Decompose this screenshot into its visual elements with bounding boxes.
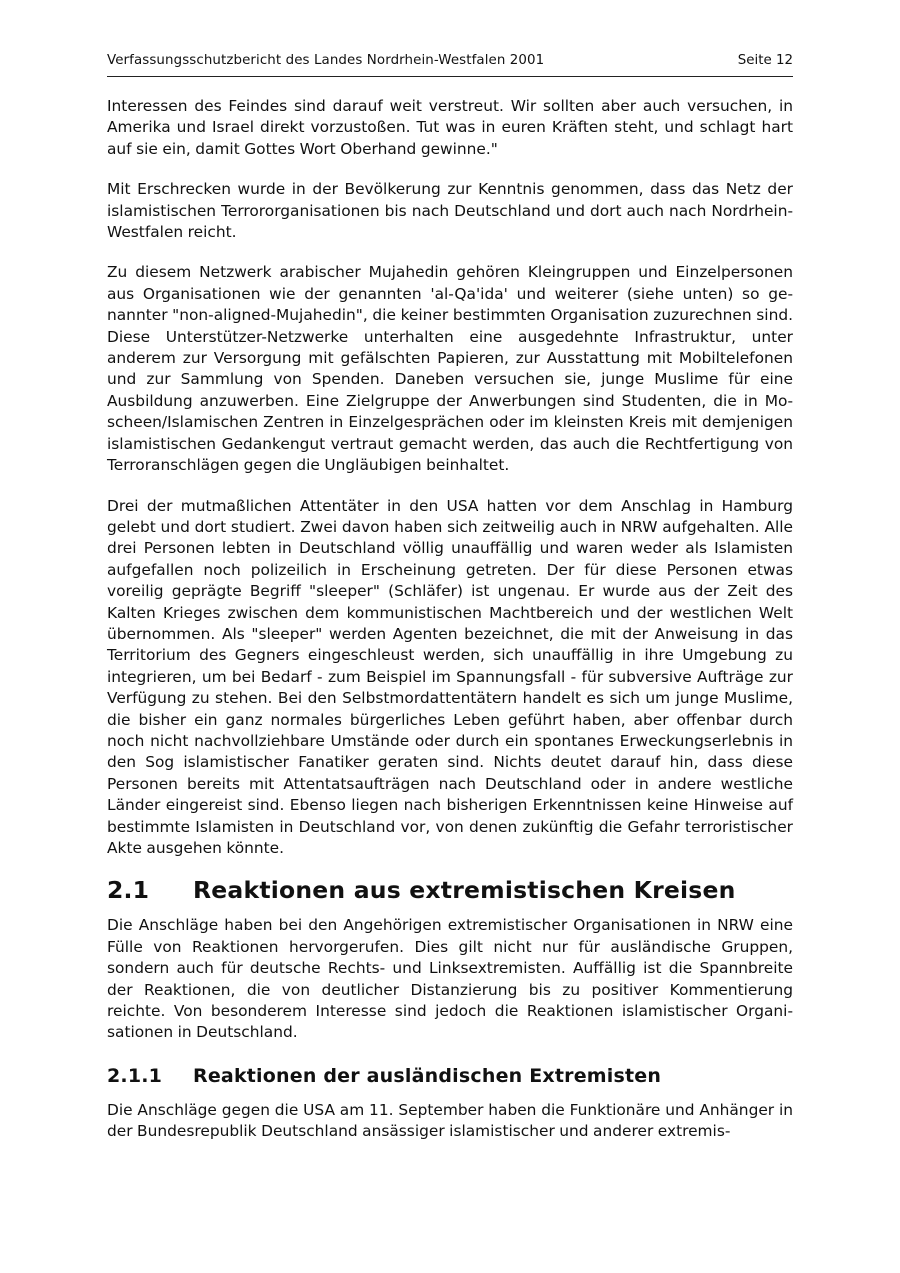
paragraph: Die Anschläge haben bei den Angehörigen extremistischer Organisationen in NRW eine Fülle von Reaktionen hervorgerufen. Dies gilt nicht nur für ausländische Gruppen, sondern auch für deutsche Rechts- und Linksextremisten. Auffällig ist die Spannbreite der Reaktionen, die von deutlicher Distanzierung bis zu positiver Kommentierung reichte. Von besonderem Interesse sind jedoch die Reaktionen islamistischer Organisationen in Deutschland. — [107, 916, 793, 1042]
paragraph: Zu diesem Netzwerk arabischer Mujahedin gehören Kleingruppen und Einzelpersonen aus Organisationen wie der genannten 'al-Qa'ida' und weiterer (siehe unten) so genannter "non-aligned-Mujahedin", die keiner bestimmten Organisation zuzurechnen sind. Diese Unterstützer-Netzwerke unterhalten eine ausgedehnte Infrastruktur, unter anderem zur Versorgung mit gefälschten Papieren, zur Ausstattung mit Mobiltelefonen und zur Sammlung von Spenden. Daneben versuchen sie, junge Muslime für eine Ausbildung anzuwerben. Eine Zielgruppe der Anwerbungen sind Studenten, die in Moscheen/Islamischen Zentren in Einzelgesprächen oder im kleinsten Kreis mit demjenigen islamistischen Gedankengut vertraut gemacht werden, das auch die Rechtfertigung von Terroranschlägen gegen die Ungläubigen beinhaltet. — [107, 263, 793, 475]
document-title: Verfassungsschutzbericht des Landes Nordrhein-Westfalen 2001 — [107, 53, 545, 68]
paragraph: Interessen des Feindes sind darauf weit verstreut. Wir sollten aber auch versuchen, in Amerika und Israel direkt vorzustoßen. Tut was in euren Kräften steht, und schlagt hart auf sie ein, damit Gottes Wort Oberhand gewinne." — [107, 97, 793, 158]
page-number: Seite 12 — [737, 53, 793, 68]
paragraph: Mit Erschrecken wurde in der Bevölkerung zur Kenntnis genommen, dass das Netz der islamistischen Terrororganisationen bis nach Deutschland und dort auch nach Nordrhein-Westfalen reicht. — [107, 180, 793, 242]
paragraph: Die Anschläge gegen die USA am 11. September haben die Funktionäre und Anhänger in der Bundesrepublik Deutschland ansässiger islamistischer und anderer extremis- — [107, 1100, 793, 1141]
subsection-heading — [107, 1062, 793, 1090]
section-title: Reaktionen aus extremistischen Kreisen — [193, 876, 736, 905]
page-header — [107, 50, 793, 77]
subsection-title: Reaktionen der ausländischen Extremisten — [193, 1064, 662, 1087]
section-heading — [107, 875, 793, 905]
paragraph: Drei der mutmaßlichen Attentäter in den USA hatten vor dem Anschlag in Hamburg gelebt und dort studiert. Zwei davon haben sich zeitweilig auch in NRW aufgehalten. Alle drei Personen lebten in Deutschland völlig unauffällig und waren weder als Islamisten aufgefallen noch polizeilich in Erscheinung getreten. Der für diese Personen etwas voreilig geprägte Begriff "sleeper" (Schläfer) ist ungenau. Er wurde aus der Zeit des Kalten Krieges zwischen dem kommunistischen Machtbereich und der westlichen Welt übernommen. Als "sleeper" werden Agenten bezeichnet, die mit der Anweisung in das Territorium des Gegners eingeschleust werden, sich unauffällig in ihre Umgebung zu integrieren, um bei Bedarf - zum Beispiel im Spannungsfall - für subversive Aufträge zur Verfügung zu stehen. Bei den Selbstmordattentätern handelt es sich um junge Muslime, die bisher ein ganz normales bürgerliches Leben geführt haben, aber offenbar durch noch nicht nachvollziehbare Umstände oder durch ein spontanes Erweckungserlebnis in den Sog islamistischer Fanatiker geraten sind. Nichts deutet darauf hin, dass diese Personen bereits mit Attentatsaufträgen nach Deutschland oder in andere westliche Länder eingereist sind. Ebenso liegen nach bisherigen Erkenntnissen keine Hinweise auf bestimmte Islamisten in Deutschland vor, von denen zukünftig die Gefahr terroristischer Akte ausgehen könnte. — [107, 496, 793, 857]
subsection-number: 2.1.1 — [107, 1064, 163, 1087]
document-body — [107, 96, 793, 1143]
section-number: 2.1 — [107, 876, 150, 905]
